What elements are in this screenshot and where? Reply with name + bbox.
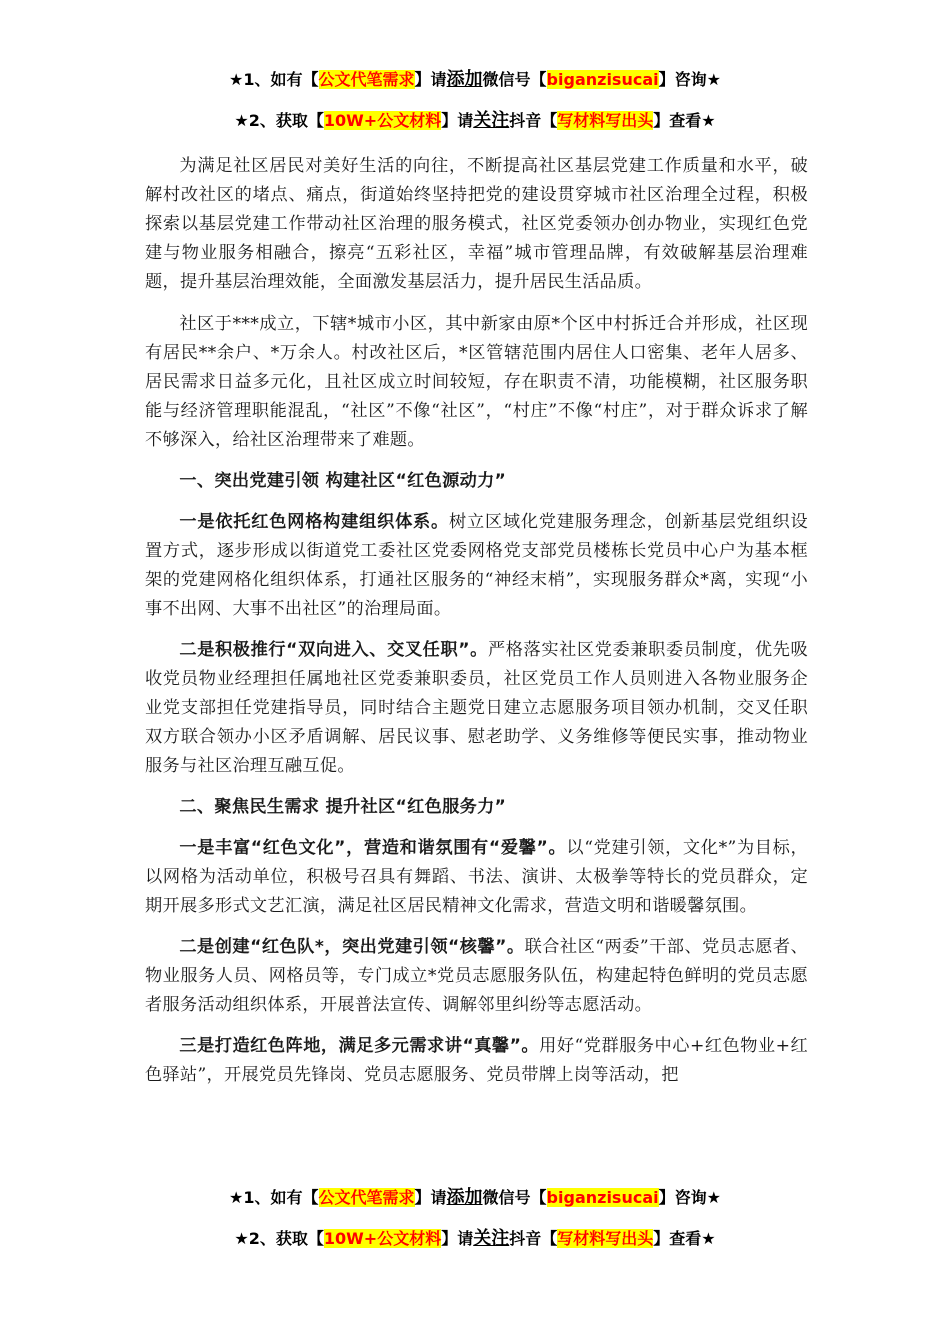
paragraph-text: 严格落实社区党委兼职委员制度，优先吸收党员物业经理担任属地社区党委兼职委员，社区党员工作人员则进入各物业服务企业党支部担任党建指导员，同时结合主题党日建立志愿服务项目领办机制，交叉任职双方联合领办小区矛盾调解、居民议事、慰老助学、义务维修等便民实事，推动物业服务与社区治理互融互促。 <box>145 640 808 776</box>
banner-highlight-douyin: 写材料写出头 <box>557 111 654 130</box>
banner-highlight-wechat-id: biganzisucai <box>546 1188 659 1207</box>
banner-highlight-douyin: 写材料写出头 <box>557 1229 654 1248</box>
paragraph-lead: 一是丰富“红色文化”，营造和谐氛围有“爱馨”。 <box>179 838 567 858</box>
paragraph: 社区于***成立，下辖*城市小区，其中新家由原*个区中村拆迁合并形成，社区现有居民**余户、*万余人。村改社区后，*区管辖范围内居住人口密集、老年人居多、居民需求日益多元化，且社区成立时间较短，存在职责不清，功能模糊，社区服务职能与经济管理职能混乱，“社区”不像“社区”，“村庄”不像“村庄”，对于群众诉求了解不够深入，给社区治理带来了难题。 <box>145 314 808 450</box>
section-heading: 一、突出党建引领 构建社区“红色源动力” <box>179 471 507 491</box>
banner-text: 】咨询★ <box>658 1188 721 1207</box>
paragraph <box>145 1032 808 1090</box>
top-banner-line-1 <box>0 69 950 91</box>
document-body <box>145 152 808 1090</box>
paragraph <box>145 508 808 624</box>
banner-text: 】请 <box>414 70 447 89</box>
paragraph-text: 树立区域化党建服务理念，创新基层党组织设置方式，逐步形成以街道党工委社区党委网格党支部党员楼栋长党员中心户为基本框架的党建网格化组织体系，打通社区服务的“神经末梢”，实现服务群众*离，实现“小事不出网、大事不出社区”的治理局面。 <box>145 512 808 619</box>
paragraph <box>145 636 808 781</box>
banner-highlight: 10W+公文材料 <box>323 1229 442 1248</box>
bottom-banner-line-1 <box>0 1187 950 1209</box>
banner-text: 】请 <box>441 111 474 130</box>
banner-text: 】查看★ <box>653 111 716 130</box>
paragraph: 为满足社区居民对美好生活的向往，不断提高社区基层党建工作质量和水平，破解村改社区的堵点、痛点，街道始终坚持把党的建设贯穿城市社区治理全过程，积极探索以基层党建工作带动社区治理的服务模式，社区党委领办创办物业，实现红色党建与物业服务相融合，擦亮“五彩社区，幸福”城市管理品牌，有效破解基层治理难题，提升基层治理效能，全面激发基层活力，提升居民生活品质。 <box>145 156 808 292</box>
banner-text: 抖音【 <box>509 1229 558 1248</box>
banner-text: ★1、如有【 <box>229 1188 319 1207</box>
banner-text: 抖音【 <box>509 111 558 130</box>
banner-text: 微信号【 <box>482 1188 547 1207</box>
paragraph-lead: 二是积极推行“双向进入、交叉任职”。 <box>179 640 488 660</box>
banner-text: 】咨询★ <box>658 70 721 89</box>
banner-highlight: 公文代笔需求 <box>318 70 415 89</box>
banner-highlight: 公文代笔需求 <box>318 1188 415 1207</box>
banner-text: 】请 <box>414 1188 447 1207</box>
paragraph <box>145 834 808 921</box>
banner-emphasis: 关注 <box>473 110 510 131</box>
paragraph <box>145 933 808 1020</box>
banner-text: 微信号【 <box>482 70 547 89</box>
banner-emphasis: 添加 <box>446 1187 483 1208</box>
banner-text: ★1、如有【 <box>229 70 319 89</box>
banner-emphasis: 添加 <box>446 69 483 90</box>
banner-text: ★2、获取【 <box>234 111 324 130</box>
banner-highlight-wechat-id: biganzisucai <box>546 70 659 89</box>
banner-text: 】请 <box>441 1229 474 1248</box>
bottom-banner-line-2 <box>0 1228 950 1250</box>
section-heading: 二、聚焦民生需求 提升社区“红色服务力” <box>179 797 507 817</box>
paragraph-text: 联合社区“两委”干部、党员志愿者、物业服务人员、网格员等，专门成立*党员志愿服务队伍，构建起特色鲜明的党员志愿者服务活动组织体系，开展普法宣传、调解邻里纠纷等志愿活动。 <box>145 937 808 1015</box>
banner-emphasis: 关注 <box>473 1228 510 1249</box>
banner-highlight: 10W+公文材料 <box>323 111 442 130</box>
paragraph-lead: 三是打造红色阵地，满足多元需求讲“真馨”。 <box>179 1036 540 1056</box>
paragraph-text: 以“党建引领，文化*”为目标，以网格为活动单位，积极号召具有舞蹈、书法、演讲、太极拳等特长的党员群众，定期开展多形式文艺汇演，满足社区居民精神文化需求，营造文明和谐暖馨氛围。 <box>145 838 808 916</box>
banner-text: 】查看★ <box>653 1229 716 1248</box>
paragraph-lead: 二是创建“红色队*，突出党建引领“核馨”。 <box>179 937 525 957</box>
banner-text: ★2、获取【 <box>234 1229 324 1248</box>
paragraph-lead: 一是依托红色网格构建组织体系。 <box>179 512 449 532</box>
paragraph-text: 用好“党群服务中心+红色物业+红色驿站”，开展党员先锋岗、党员志愿服务、党员带牌上岗等活动，把 <box>145 1036 808 1085</box>
top-banner-line-2 <box>0 110 950 132</box>
